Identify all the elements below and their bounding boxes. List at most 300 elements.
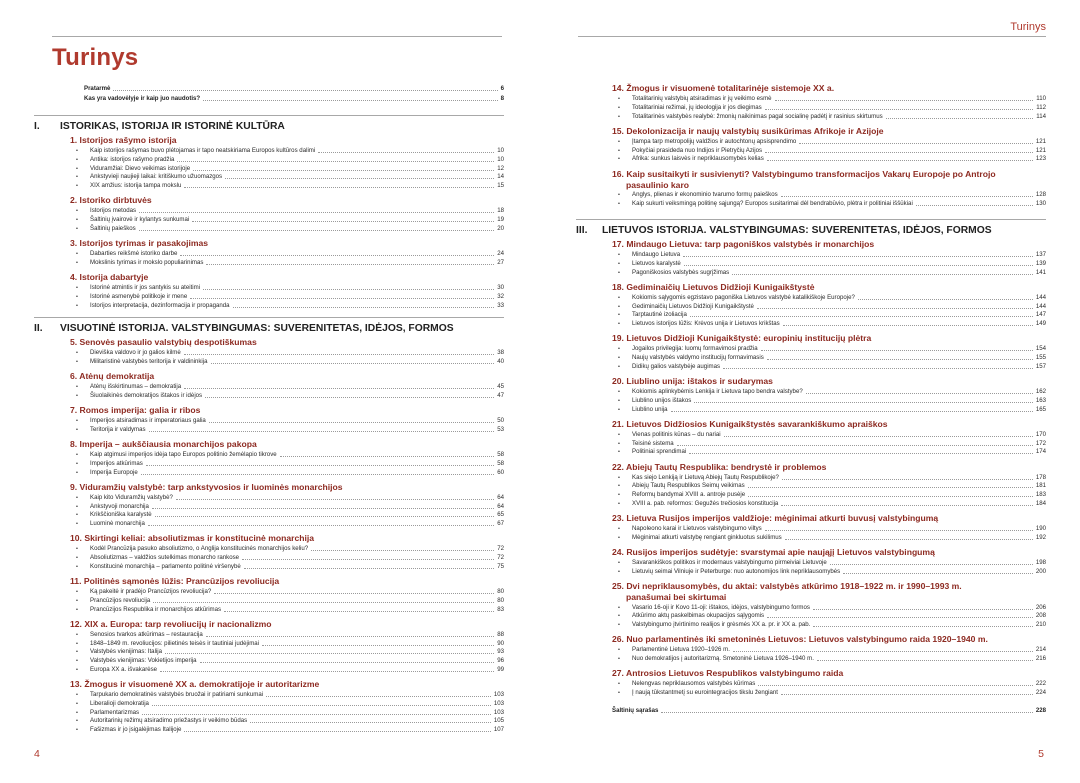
dot-leader: [113, 90, 497, 91]
chapter-heading[interactable]: 27. Antrosios Lietuvos Respublikos valstybingumo raida: [612, 668, 844, 679]
entry-page: 137: [1035, 251, 1046, 258]
bullet-icon: •: [76, 392, 78, 399]
dot-leader: [233, 307, 495, 308]
dot-leader: [190, 298, 494, 299]
bullet-icon: •: [76, 494, 78, 501]
chapter-heading[interactable]: 18. Gediminaičių Lietuvos Didžioji Kunigaikštystė: [612, 281, 815, 292]
toc-entry[interactable]: [616, 567, 1046, 576]
toc-entry[interactable]: [616, 137, 1046, 146]
bullet-icon: •: [76, 469, 78, 476]
toc-entry[interactable]: [616, 645, 1046, 654]
dot-leader: [767, 359, 1033, 360]
chapter-heading[interactable]: 7. Romos imperija: galia ir ribos: [70, 405, 201, 415]
bullet-icon: •: [618, 355, 620, 361]
entry-label: Totalitariniai režimai, jų ideologija ir jos diegimas: [632, 103, 762, 111]
toc-entry[interactable]: [616, 396, 1046, 405]
entry-page: 224: [1035, 689, 1046, 696]
chapter-heading[interactable]: 26. Nuo parlamentinės iki smetoninės Lietuvos: Lietuvos valstybingumo raida 1920–1940 m.: [612, 634, 988, 645]
toc-entry[interactable]: [74, 181, 504, 190]
toc-entry[interactable]: [74, 562, 504, 571]
toc-entry[interactable]: [616, 344, 1046, 353]
toc-entry[interactable]: [616, 199, 1046, 208]
entry-label: Tarptautinė izoliacija: [632, 311, 687, 319]
entry-page: 80: [497, 596, 504, 604]
toc-entry[interactable]: [616, 405, 1046, 414]
dot-leader: [262, 645, 494, 646]
entry-label: Kaip istorijos rašymas buvo plėtojamas ir tapo neatskiriama Europos kultūros dalimi: [90, 147, 316, 154]
entry-page: 110: [1036, 95, 1046, 102]
entry-label: Totalitarinių valstybių atsiradimas ir jų veikimo esmė: [632, 95, 772, 102]
dot-leader: [748, 496, 1033, 497]
bullet-icon: •: [76, 285, 78, 291]
bullet-icon: •: [76, 384, 78, 390]
entry-page: 214: [1035, 646, 1046, 654]
entry-label: Valstybės vienijimas: Vokietijos imperija: [90, 657, 197, 664]
toc-entry[interactable]: [74, 630, 504, 639]
entry-page: 83: [497, 605, 504, 613]
entry-label: Liberalioji demokratija: [90, 699, 149, 707]
toc-entry[interactable]: [616, 439, 1046, 448]
chapter-heading[interactable]: 17. Mindaugo Lietuva: tarp pagoniškos valstybės ir monarchijos: [612, 239, 875, 249]
chapter-heading[interactable]: 10. Skirtingi keliai: absoliutizmas ir konstitucinė monarchija: [70, 533, 315, 544]
dot-leader: [690, 316, 1033, 317]
dot-leader: [211, 363, 495, 364]
chapter-heading[interactable]: 4. Istorija dabartyje: [70, 272, 149, 282]
chapter-heading[interactable]: 24. Rusijos imperijos sudėtyje: svarstymai apie naująjį Lietuvos valstybingumą: [612, 547, 935, 557]
dot-leader: [767, 160, 1033, 161]
toc-entry[interactable]: [74, 656, 504, 665]
toc-entry[interactable]: [616, 447, 1046, 456]
bullet-icon: •: [618, 294, 620, 301]
chapter-heading[interactable]: 5. Senovės pasaulio valstybių despotiškumas: [70, 337, 257, 347]
page-number-right: 5: [1038, 748, 1044, 760]
bullet-icon: •: [76, 165, 78, 172]
section-1-rule: [34, 115, 504, 116]
chapter-heading-cont: panašumai bei skirtumai: [626, 592, 727, 602]
dot-leader: [806, 393, 1033, 394]
bullet-icon: •: [618, 397, 620, 404]
toc-entry[interactable]: [74, 292, 504, 301]
front-matter-entry[interactable]: [84, 84, 504, 93]
dot-leader: [149, 431, 495, 432]
entry-page: 103: [493, 699, 504, 707]
dot-leader: [694, 402, 1033, 403]
bullet-icon: •: [76, 666, 78, 673]
toc-entry[interactable]: [616, 688, 1046, 697]
toc-entry[interactable]: [616, 293, 1046, 302]
toc-entry[interactable]: [74, 249, 504, 258]
dot-leader: [775, 100, 1034, 101]
entry-label: Fašizmas ir jo įsigalėjimas Italijoje: [90, 726, 182, 733]
toc-entry[interactable]: [74, 224, 504, 233]
entry-page: 178: [1035, 473, 1046, 481]
entry-page: 19: [497, 216, 504, 223]
toc-entry[interactable]: [616, 533, 1046, 542]
toc-entry[interactable]: [616, 154, 1046, 163]
toc-entry[interactable]: [74, 468, 504, 477]
chapter-heading[interactable]: 23. Lietuva Rusijos imperijos valdžioje: mėginimai atkurti buvusį valstybingumą: [612, 513, 939, 523]
toc-entry[interactable]: [616, 490, 1046, 499]
toc-entry[interactable]: [74, 502, 504, 511]
chapter-heading[interactable]: 12. XIX a. Europa: tarp revoliucijų ir nacionalizmo: [70, 618, 272, 629]
bullet-icon: •: [618, 500, 620, 507]
toc-entry[interactable]: [616, 620, 1046, 629]
entry-page: 53: [497, 425, 504, 433]
bullet-icon: •: [618, 96, 620, 102]
chapter-heading-cont: pasaulinio karo: [626, 179, 690, 190]
toc-entry[interactable]: [74, 146, 504, 155]
entry-page: 184: [1035, 499, 1046, 507]
chapter-heading[interactable]: 14. Žmogus ir visuomenė totalitarinėje sistemoje XX a.: [612, 83, 835, 93]
toc-entry[interactable]: [616, 190, 1046, 199]
entry-page: 14: [497, 173, 504, 181]
toc-entry[interactable]: [616, 103, 1046, 112]
dot-leader: [146, 465, 494, 466]
entry-label: Lietuvos istorijos lūžis: Krėvos unija ir Lietuvos krikštas: [632, 320, 780, 327]
entry-page: 27: [497, 258, 504, 266]
dot-leader: [661, 712, 1032, 713]
entry-page: 181: [1035, 482, 1046, 490]
toc-entry[interactable]: [616, 481, 1046, 490]
chapter-heading[interactable]: 20. Liublino unija: ištakos ir sudarymas: [612, 376, 773, 386]
entry-label: Antika: istorijos rašymo pradžia: [90, 155, 175, 163]
entry-label: Mindaugo Lietuva: [632, 251, 681, 258]
bullet-icon: •: [618, 483, 620, 490]
dot-leader: [684, 265, 1033, 266]
toc-entry[interactable]: [74, 391, 504, 400]
dot-leader: [785, 539, 1033, 540]
toc-entry[interactable]: [74, 519, 504, 528]
entry-label: Jogailos privilegija: luomų formavimosi pradžia: [632, 345, 758, 353]
chapter-heading[interactable]: 3. Istorijos tyrimas ir pasakojimas: [70, 238, 209, 248]
entry-label: Dieviška valdovo ir jo galios kilmė: [90, 349, 181, 356]
dot-leader: [689, 453, 1033, 454]
bullet-icon: •: [618, 192, 620, 198]
bullet-icon: •: [76, 709, 78, 716]
entry-page: 121: [1035, 137, 1046, 145]
toc-entry[interactable]: [74, 596, 504, 605]
toc-entry[interactable]: [616, 319, 1046, 328]
toc-entry[interactable]: [74, 206, 504, 215]
bullet-icon: •: [76, 302, 78, 309]
bullet-icon: •: [618, 406, 620, 413]
toc-entry[interactable]: [616, 611, 1046, 620]
bullet-icon: •: [618, 260, 620, 267]
entry-label: Kokiomis aplinkybėmis Lenkija ir Lietuva tapo bendra valstybe?: [632, 388, 803, 395]
dot-leader: [758, 685, 1033, 686]
entry-label: Kaip atgimusi imperijos idėja tapo Europos politinio žemėlapio tikrove: [90, 451, 277, 458]
entry-label: Kodėl Prancūzija pasuko absoliutizmo, o Anglija konstitucinės monarchijos keliu?: [90, 545, 309, 553]
entry-label: Pagoniškosios valstybės sugrįžimas: [632, 268, 730, 276]
toc-entry[interactable]: [616, 387, 1046, 396]
dot-leader: [781, 694, 1033, 695]
toc-entry[interactable]: [616, 146, 1046, 155]
dot-leader: [781, 505, 1033, 506]
section-3-rule: [576, 219, 1046, 220]
entry-page: 75: [497, 562, 504, 570]
entry-label: Naujų valstybės valdymo institucijų formavimasis: [632, 354, 764, 361]
toc-entry[interactable]: [74, 172, 504, 181]
entry-label: Kas yra vadovėlyje ir kaip juo naudotis?: [84, 95, 201, 102]
bullet-icon: •: [618, 492, 620, 498]
section-1: [34, 121, 285, 132]
bullet-icon: •: [618, 534, 620, 541]
dot-leader: [153, 602, 494, 603]
bullet-icon: •: [618, 560, 620, 566]
bullet-icon: •: [76, 259, 78, 266]
toc-entry[interactable]: [74, 544, 504, 553]
entry-page: 144: [1035, 302, 1046, 310]
toc-entry[interactable]: [74, 690, 504, 699]
entry-page: 20: [497, 224, 504, 232]
toc-entry[interactable]: [74, 155, 504, 164]
toc-entry[interactable]: [74, 493, 504, 502]
entry-label: Istorijos interpretacija, dezinformacija ir propaganda: [90, 301, 230, 309]
bullet-icon: •: [76, 418, 78, 424]
entry-page: 141: [1035, 268, 1046, 276]
toc-entry[interactable]: [616, 353, 1046, 362]
toc-entry[interactable]: [616, 499, 1046, 508]
dot-leader: [160, 671, 494, 672]
entry-label: Savarankiškos politikos ir modernaus valstybingumo pirmeiviai Lietuvoje: [632, 559, 827, 566]
chapter-heading[interactable]: 8. Imperija – aukščiausia monarchijos pakopa: [70, 439, 257, 449]
entry-label: Liublino unijos ištakos: [632, 396, 692, 404]
entry-page: 123: [1035, 155, 1046, 163]
toc-entry[interactable]: [74, 416, 504, 425]
toc-entry[interactable]: [74, 553, 504, 562]
bullet-icon: •: [618, 269, 620, 276]
toc-entry[interactable]: [616, 112, 1046, 121]
bullet-icon: •: [618, 604, 620, 611]
bullet-icon: •: [76, 251, 78, 257]
entry-page: 32: [497, 292, 504, 300]
toc-entry[interactable]: [74, 348, 504, 357]
dot-leader: [155, 516, 495, 517]
dot-leader: [142, 714, 491, 715]
chapter-heading[interactable]: 25. Dvi nepriklausomybės, du aktai: valstybės atkūrimo 1918–1922 m. ir 1990–1993 m.: [612, 581, 962, 591]
bullet-icon: •: [618, 449, 620, 456]
toc-entry[interactable]: [616, 302, 1046, 311]
bullet-icon: •: [76, 148, 78, 154]
entry-page: 6: [500, 85, 504, 92]
dot-leader: [318, 152, 494, 153]
entry-page: 33: [497, 301, 504, 309]
dot-leader: [152, 705, 491, 706]
entry-page: 103: [493, 691, 504, 698]
entry-label: Absoliutizmas – valdžios sutelkimas monarcho rankose: [90, 554, 240, 561]
toc-entry[interactable]: [616, 603, 1046, 612]
entry-page: 99: [497, 665, 504, 673]
chapter-heading[interactable]: 15. Dekolonizacija ir naujų valstybių susikūrimas Afrikoje ir Azijoje: [612, 125, 884, 136]
toc-entry[interactable]: [74, 301, 504, 310]
dot-leader: [732, 274, 1033, 275]
dot-leader: [886, 118, 1034, 119]
dot-leader: [184, 354, 494, 355]
dot-leader: [152, 508, 494, 509]
entry-page: 165: [1035, 405, 1046, 413]
toc-entry[interactable]: [616, 654, 1046, 663]
entry-page: 174: [1035, 448, 1046, 456]
entry-label: Pokyčiai prasideda nuo Indijos ir Pietryčių Azijos: [632, 146, 763, 154]
section-3: [576, 225, 992, 236]
entry-page: 105: [493, 717, 504, 725]
entry-label: Lietuvos karalystė: [632, 259, 681, 267]
toc-entry[interactable]: [616, 524, 1046, 533]
entry-page: 222: [1035, 680, 1046, 688]
toc-entry[interactable]: [74, 215, 504, 224]
entry-label: Teritorija ir valdymas: [90, 425, 146, 433]
chapter-heading[interactable]: 13. Žmogus ir visuomenė XX a. demokratijoje ir autoritarizme: [70, 679, 320, 689]
toc-entry[interactable]: [74, 639, 504, 648]
entry-page: 10: [497, 155, 504, 163]
entry-label: Valstybingumo įtvirtinimo realijos ir grėsmės XX a. pr. ir XX a. pab.: [632, 621, 811, 628]
toc-entry[interactable]: [74, 450, 504, 459]
dot-leader: [165, 653, 494, 654]
sources-entry[interactable]: [612, 706, 1046, 715]
top-rule-left: [52, 36, 502, 37]
entry-label: Imperijos atsiradimas ir imperatoriaus galia: [90, 417, 206, 424]
entry-label: Europa XX a. išvakarėse: [90, 665, 158, 673]
entry-page: 163: [1035, 396, 1046, 404]
toc-entry[interactable]: [74, 725, 504, 734]
toc-entry[interactable]: [74, 716, 504, 725]
chapter-heading[interactable]: 6. Atėnų demokratija: [70, 371, 155, 381]
toc-entry[interactable]: [616, 430, 1046, 439]
entry-label: Autoritarinių režimų atsiradimo priežastys ir veikimo būdas: [90, 717, 248, 725]
toc-entry[interactable]: [74, 164, 504, 173]
dot-leader: [830, 564, 1033, 565]
chapter-heading[interactable]: 16. Kaip susitaikyti ir susivienyti? Valstybingumo transformacijos Vakarų Europoje po Antrojo: [612, 168, 996, 179]
entry-label: Krikščioniška karalystė: [90, 511, 152, 519]
dot-leader: [200, 662, 495, 663]
bullet-icon: •: [76, 555, 78, 561]
entry-page: 144: [1035, 293, 1046, 301]
bullet-icon: •: [76, 649, 78, 656]
toc-entry[interactable]: [74, 708, 504, 717]
toc-entry[interactable]: [616, 362, 1046, 371]
entry-label: Šiuolaikinės demokratijos ištakos ir idėjos: [90, 391, 203, 399]
toc-entry[interactable]: [74, 459, 504, 468]
dot-leader: [767, 617, 1033, 618]
toc-entry[interactable]: [616, 94, 1046, 103]
entry-page: 30: [497, 284, 504, 291]
entry-label: Istorijos metodas: [90, 207, 137, 215]
toc-entry[interactable]: [74, 357, 504, 366]
entry-label: Istorinė asmenybė politikoje ir mene: [90, 292, 188, 300]
dot-leader: [214, 593, 494, 594]
entry-page: 60: [497, 468, 504, 476]
entry-page: 228: [1035, 707, 1046, 715]
dot-leader: [817, 660, 1033, 661]
entry-page: 172: [1035, 439, 1046, 447]
toc-entry[interactable]: [74, 587, 504, 596]
toc-entry[interactable]: [74, 665, 504, 674]
entry-page: 216: [1035, 655, 1046, 662]
dot-leader: [177, 161, 494, 162]
chapter-heading[interactable]: 9. Viduramžių valstybė: tarp ankstyvosios ir luominės monarchijos: [70, 481, 343, 492]
bullet-icon: •: [76, 183, 78, 189]
entry-label: Parlamentinė Lietuva 1920–1926 m.: [632, 646, 730, 654]
toc-entry[interactable]: [74, 647, 504, 656]
bullet-icon: •: [618, 568, 620, 575]
toc-entry[interactable]: [616, 473, 1046, 482]
toc-entry[interactable]: [74, 258, 504, 267]
toc-entry[interactable]: [616, 268, 1046, 277]
toc-entry[interactable]: [74, 425, 504, 434]
bullet-icon: •: [76, 692, 78, 698]
toc-entry[interactable]: [74, 699, 504, 708]
entry-page: 114: [1036, 112, 1046, 120]
bullet-icon: •: [618, 303, 620, 310]
bullet-icon: •: [76, 589, 78, 595]
section-2: [34, 323, 454, 334]
entry-label: Reformų bandymai XVIII a. antroje pusėje: [632, 491, 746, 498]
section-title: ISTORIKAS, ISTORIJA IR ISTORINĖ KULTŪRA: [60, 121, 285, 132]
toc-entry[interactable]: [74, 382, 504, 391]
bullet-icon: •: [618, 474, 620, 481]
dot-leader: [242, 559, 494, 560]
entry-label: 1848–1849 m. revoliucijos: pilietinės teisės ir tautiniai judėjimai: [90, 639, 260, 647]
entry-label: Viduramžiai: Dievo veikimas istorijoje: [90, 164, 191, 172]
dot-leader: [311, 550, 494, 551]
bullet-icon: •: [76, 293, 78, 300]
dot-leader: [206, 636, 494, 637]
bullet-icon: •: [618, 252, 620, 258]
bullet-icon: •: [618, 431, 620, 438]
section-number: III.: [576, 225, 588, 236]
toc-entry[interactable]: [616, 259, 1046, 268]
entry-label: Anglys, plienas ir ekonominio tvarumo formų paieškos: [632, 191, 778, 198]
chapter-heading[interactable]: 22. Abiejų Tautų Respublika: bendrystė ir problemos: [612, 461, 827, 472]
bullet-icon: •: [76, 606, 78, 613]
toc-entry[interactable]: [616, 310, 1046, 319]
toc-entry[interactable]: [616, 558, 1046, 567]
toc-entry[interactable]: [74, 605, 504, 614]
toc-entry[interactable]: [616, 679, 1046, 688]
entry-label: Luominė monarchija: [90, 520, 145, 527]
entry-page: 103: [493, 708, 504, 716]
bullet-icon: •: [76, 208, 78, 215]
chapter-heading[interactable]: 2. Istoriko dirbtuvės: [70, 195, 152, 206]
toc-entry[interactable]: [74, 283, 504, 292]
entry-label: Mokslinis tyrimas ir mokslo populiarinimas: [90, 258, 204, 266]
front-matter-entry[interactable]: [84, 94, 504, 103]
dot-leader: [203, 100, 497, 101]
bullet-icon: •: [618, 312, 620, 319]
entry-label: Vasario 16-oji ir Kovo 11-oji: ištakos, idėjos, valstybingumo formos: [632, 603, 810, 611]
chapter-heading[interactable]: 21. Lietuvos Didžiosios Kunigaikštystės savarankiškumo apraiškos: [612, 418, 888, 429]
entry-page: 206: [1035, 603, 1046, 611]
bullet-icon: •: [76, 426, 78, 433]
dot-leader: [783, 325, 1033, 326]
entry-label: Šaltinių paieškos: [90, 224, 136, 232]
entry-label: Napoleono karai ir Lietuvos valstybingumo viltys: [632, 525, 762, 532]
entry-page: 155: [1035, 354, 1046, 361]
bullet-icon: •: [618, 440, 620, 447]
bullet-icon: •: [76, 727, 78, 733]
bullet-icon: •: [76, 640, 78, 647]
entry-label: Prancūzijos revoliucija: [90, 596, 151, 604]
bullet-icon: •: [618, 613, 620, 620]
section-title: VISUOTINĖ ISTORIJA. VALSTYBINGUMAS: SUVERENITETAS, IDĖJOS, FORMOS: [60, 323, 454, 334]
toc-entry[interactable]: [74, 510, 504, 519]
chapter-heading[interactable]: 19. Lietuvos Didžioji Kunigaikštystė: europinių institucijų plėtra: [612, 333, 872, 344]
chapter-heading[interactable]: 11. Politinės sąmonės lūžis: Prancūzijos revoliucija: [70, 576, 280, 586]
chapter-heading[interactable]: 1. Istorijos rašymo istorija: [70, 135, 177, 145]
entry-label: Mėginimai atkurti valstybę rengiant ginkluotus sukilimus: [632, 533, 782, 541]
toc-entry[interactable]: [616, 250, 1046, 259]
entry-label: Liublino unija: [632, 405, 668, 413]
